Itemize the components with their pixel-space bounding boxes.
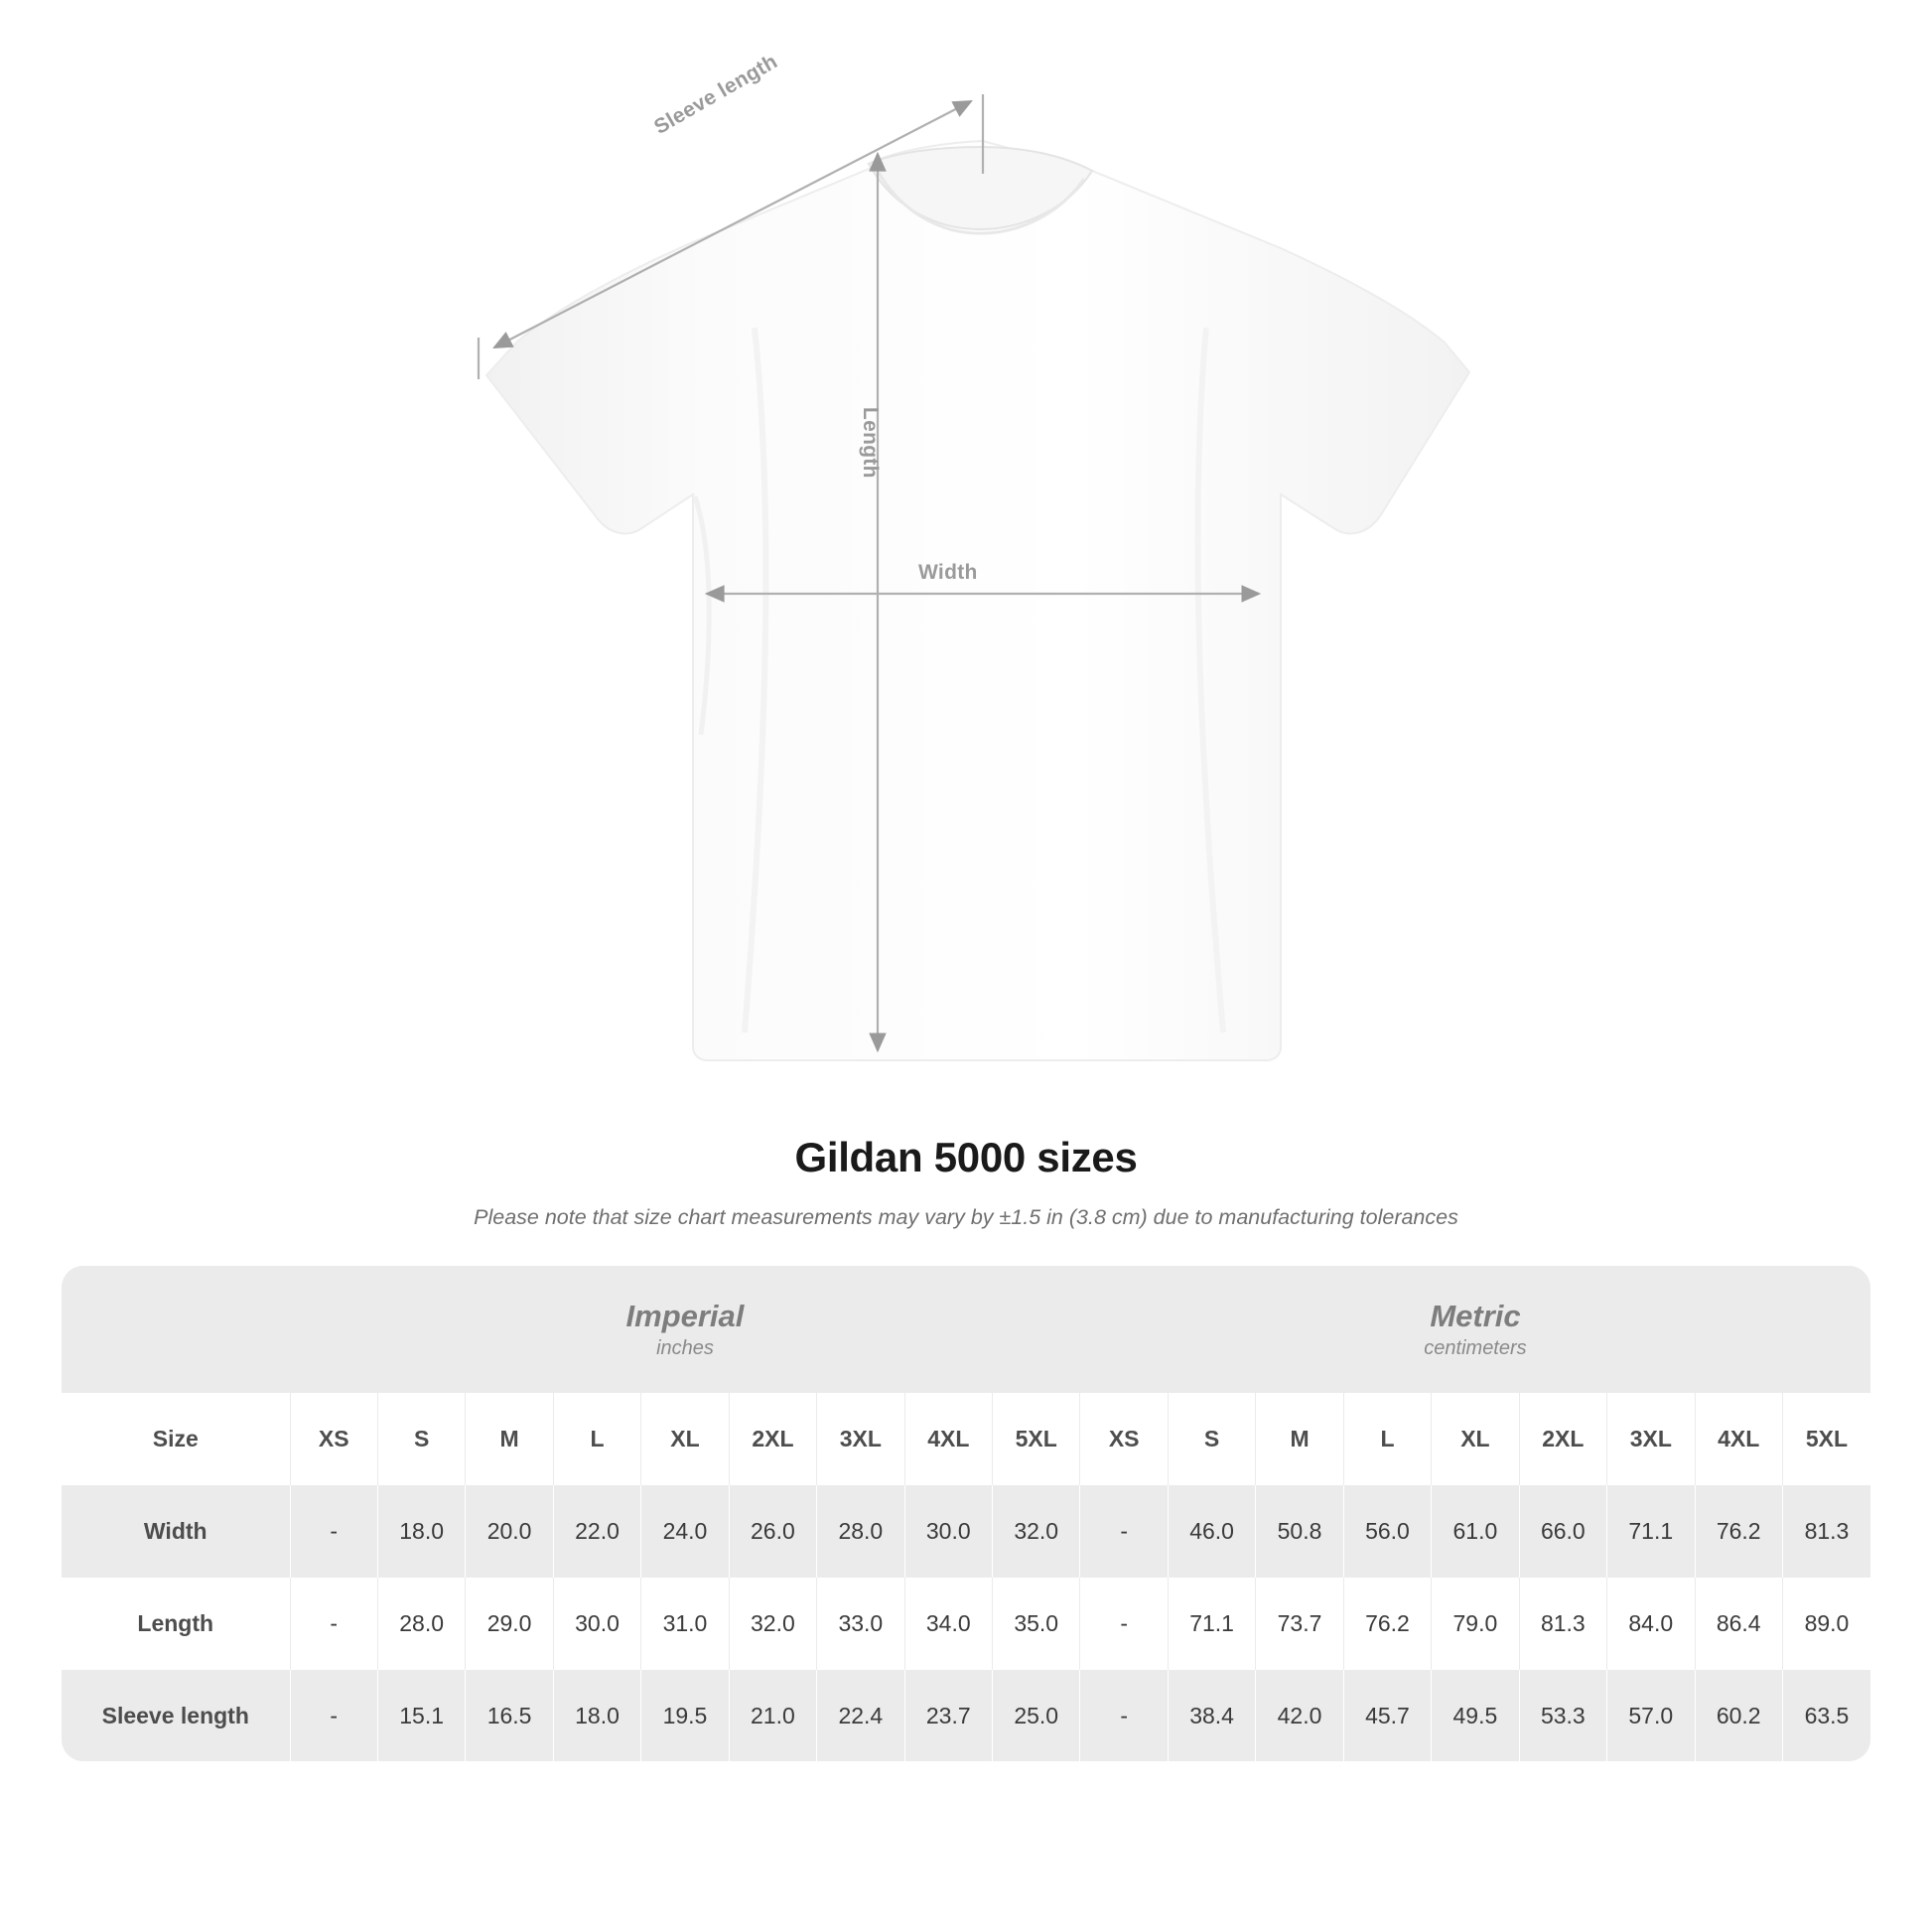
size-column-header-metric-l: L	[1343, 1393, 1431, 1485]
table-row	[62, 1485, 1870, 1578]
cell-imperial-sleeve-length-4xl: 23.7	[904, 1670, 992, 1762]
table-row	[62, 1578, 1870, 1670]
size-column-header-imperial-l: L	[553, 1393, 640, 1485]
cell-metric-length-m: 73.7	[1256, 1578, 1343, 1670]
size-column-header-imperial-s: S	[377, 1393, 465, 1485]
title-block	[0, 1134, 1932, 1230]
size-column-header-imperial-4xl: 4XL	[904, 1393, 992, 1485]
cell-imperial-length-5xl: 35.0	[993, 1578, 1080, 1670]
cell-metric-length-4xl: 86.4	[1695, 1578, 1782, 1670]
row-label-sleeve-length: Sleeve length	[62, 1670, 290, 1762]
cell-metric-sleeve-length-4xl: 60.2	[1695, 1670, 1782, 1762]
cell-imperial-length-m: 29.0	[466, 1578, 553, 1670]
cell-metric-width-2xl: 66.0	[1519, 1485, 1606, 1578]
cell-metric-length-xs: -	[1080, 1578, 1168, 1670]
size-column-header-metric-xs: XS	[1080, 1393, 1168, 1485]
cell-metric-sleeve-length-s: 38.4	[1168, 1670, 1255, 1762]
unit-name: Metric	[1430, 1298, 1521, 1333]
cell-imperial-sleeve-length-5xl: 25.0	[993, 1670, 1080, 1762]
size-column-header-imperial-m: M	[466, 1393, 553, 1485]
unit-sub: centimeters	[1424, 1337, 1527, 1360]
cell-metric-sleeve-length-3xl: 57.0	[1607, 1670, 1695, 1762]
size-header-label: Size	[62, 1393, 290, 1485]
cell-metric-length-l: 76.2	[1343, 1578, 1431, 1670]
unit-header-imperial	[290, 1266, 1080, 1393]
size-column-header-metric-2xl: 2XL	[1519, 1393, 1606, 1485]
cell-metric-width-3xl: 71.1	[1607, 1485, 1695, 1578]
unit-header-metric	[1080, 1266, 1870, 1393]
page-title: Gildan 5000 sizes	[794, 1134, 1138, 1180]
size-column-header-imperial-xs: XS	[290, 1393, 377, 1485]
size-column-header-imperial-5xl: 5XL	[993, 1393, 1080, 1485]
cell-imperial-length-l: 30.0	[553, 1578, 640, 1670]
cell-metric-width-l: 56.0	[1343, 1485, 1431, 1578]
size-column-header-imperial-3xl: 3XL	[817, 1393, 904, 1485]
unit-sub: inches	[656, 1337, 714, 1360]
cell-metric-length-5xl: 89.0	[1782, 1578, 1870, 1670]
cell-metric-width-s: 46.0	[1168, 1485, 1255, 1578]
cell-imperial-width-2xl: 26.0	[729, 1485, 816, 1578]
cell-metric-length-3xl: 84.0	[1607, 1578, 1695, 1670]
cell-imperial-length-4xl: 34.0	[904, 1578, 992, 1670]
size-column-header-metric-xl: XL	[1432, 1393, 1519, 1485]
size-column-header-imperial-xl: XL	[641, 1393, 729, 1485]
size-table-container	[62, 1266, 1870, 1761]
cell-imperial-sleeve-length-3xl: 22.4	[817, 1670, 904, 1762]
cell-imperial-length-3xl: 33.0	[817, 1578, 904, 1670]
cell-metric-sleeve-length-2xl: 53.3	[1519, 1670, 1606, 1762]
cell-metric-width-xs: -	[1080, 1485, 1168, 1578]
cell-metric-length-xl: 79.0	[1432, 1578, 1519, 1670]
table-row	[62, 1670, 1870, 1762]
cell-imperial-width-m: 20.0	[466, 1485, 553, 1578]
size-header-row	[62, 1393, 1870, 1485]
cell-imperial-sleeve-length-2xl: 21.0	[729, 1670, 816, 1762]
size-column-header-metric-s: S	[1168, 1393, 1255, 1485]
size-table	[62, 1266, 1870, 1761]
size-column-header-metric-3xl: 3XL	[1607, 1393, 1695, 1485]
cell-imperial-length-xl: 31.0	[641, 1578, 729, 1670]
cell-imperial-width-s: 18.0	[377, 1485, 465, 1578]
cell-imperial-sleeve-length-xs: -	[290, 1670, 377, 1762]
cell-metric-width-m: 50.8	[1256, 1485, 1343, 1578]
cell-imperial-length-s: 28.0	[377, 1578, 465, 1670]
row-label-length: Length	[62, 1578, 290, 1670]
length-label: Length	[859, 407, 882, 479]
cell-metric-sleeve-length-xs: -	[1080, 1670, 1168, 1762]
size-column-header-metric-4xl: 4XL	[1695, 1393, 1782, 1485]
cell-imperial-length-2xl: 32.0	[729, 1578, 816, 1670]
cell-metric-sleeve-length-5xl: 63.5	[1782, 1670, 1870, 1762]
tshirt-shape	[486, 141, 1469, 1060]
row-label-width: Width	[62, 1485, 290, 1578]
cell-imperial-sleeve-length-xl: 19.5	[641, 1670, 729, 1762]
cell-imperial-sleeve-length-s: 15.1	[377, 1670, 465, 1762]
cell-imperial-width-xs: -	[290, 1485, 377, 1578]
cell-metric-length-2xl: 81.3	[1519, 1578, 1606, 1670]
cell-imperial-length-xs: -	[290, 1578, 377, 1670]
cell-imperial-width-3xl: 28.0	[817, 1485, 904, 1578]
cell-imperial-width-l: 22.0	[553, 1485, 640, 1578]
cell-imperial-sleeve-length-m: 16.5	[466, 1670, 553, 1762]
unit-name: Imperial	[625, 1298, 745, 1333]
cell-metric-width-4xl: 76.2	[1695, 1485, 1782, 1578]
width-label: Width	[918, 561, 978, 584]
tolerance-note: Please note that size chart measurements may vary by ±1.5 in (3.8 cm) due to manufacturing tolerances	[474, 1205, 1458, 1229]
unit-header-spacer	[62, 1266, 290, 1393]
size-column-header-metric-5xl: 5XL	[1782, 1393, 1870, 1485]
cell-metric-sleeve-length-xl: 49.5	[1432, 1670, 1519, 1762]
cell-imperial-sleeve-length-l: 18.0	[553, 1670, 640, 1762]
cell-imperial-width-xl: 24.0	[641, 1485, 729, 1578]
cell-metric-width-xl: 61.0	[1432, 1485, 1519, 1578]
cell-metric-sleeve-length-l: 45.7	[1343, 1670, 1431, 1762]
cell-metric-sleeve-length-m: 42.0	[1256, 1670, 1343, 1762]
sleeve-length-label: Sleeve length	[650, 50, 782, 139]
cell-metric-width-5xl: 81.3	[1782, 1485, 1870, 1578]
cell-metric-length-s: 71.1	[1168, 1578, 1255, 1670]
cell-imperial-width-5xl: 32.0	[993, 1485, 1080, 1578]
size-column-header-metric-m: M	[1256, 1393, 1343, 1485]
cell-imperial-width-4xl: 30.0	[904, 1485, 992, 1578]
size-column-header-imperial-2xl: 2XL	[729, 1393, 816, 1485]
unit-header-row	[62, 1266, 1870, 1393]
